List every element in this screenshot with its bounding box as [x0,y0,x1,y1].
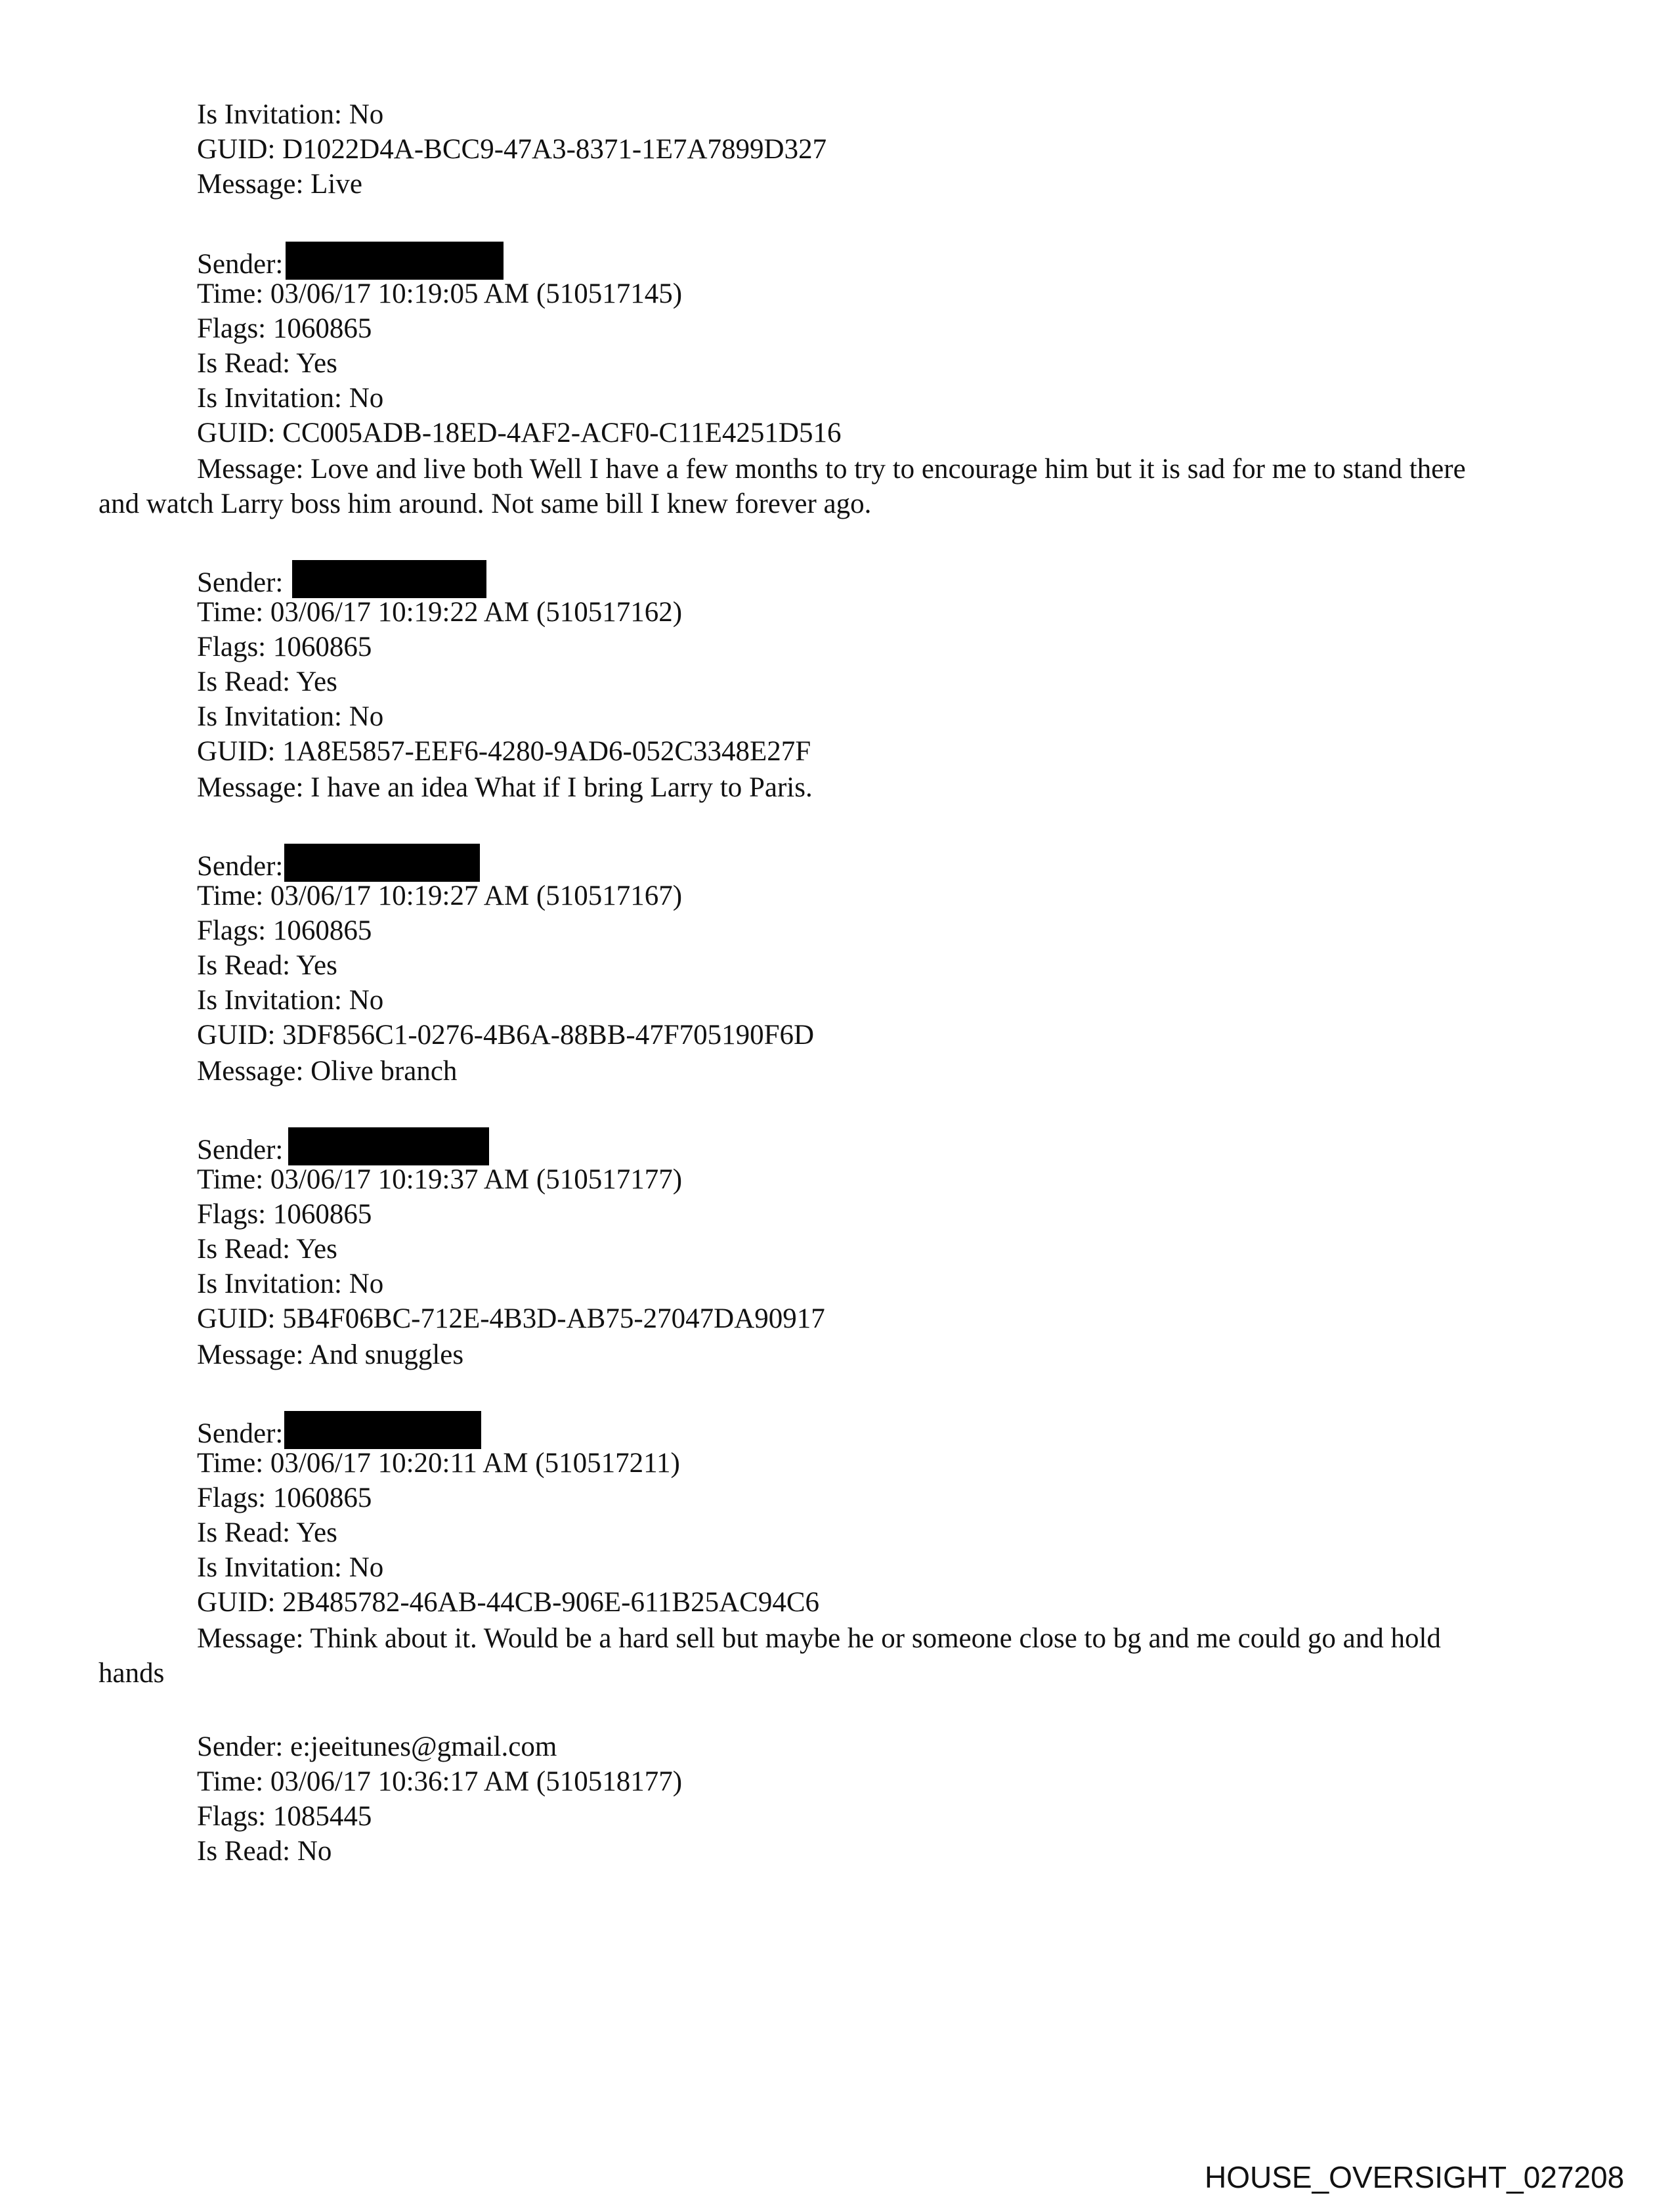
is-read-line: Is Read: Yes [197,950,337,981]
is-invitation-line: Is Invitation: No [197,701,384,732]
is-read-line: Is Read: Yes [197,1517,337,1548]
sender-label: Sender: [197,249,284,280]
redaction-block [284,1411,481,1449]
message-line: Message: Live [197,169,362,200]
message-line: Message: I have an idea What if I bring Larry to Paris. [197,772,813,803]
time-line: Time: 03/06/17 10:19:27 AM (510517167) [197,880,683,911]
message-line: Message: Think about it. Would be a hard sell but maybe he or someone close to bg and me could go and hold [197,1623,1441,1654]
is-read-line: Is Read: Yes [197,666,337,697]
flags-line: Flags: 1060865 [197,313,372,344]
time-line: Time: 03/06/17 10:19:37 AM (510517177) [197,1164,683,1195]
guid-line: GUID: 2B485782-46AB-44CB-906E-611B25AC94C6 [197,1587,819,1618]
is-invitation-line: Is Invitation: No [197,985,384,1016]
redaction-block [292,560,486,598]
bates-number: HOUSE_OVERSIGHT_027208 [1205,2160,1625,2194]
is-invitation-line: Is Invitation: No [197,383,384,414]
redaction-block [288,1127,489,1165]
flags-line: Flags: 1060865 [197,915,372,946]
time-line: Time: 03/06/17 10:20:11 AM (510517211) [197,1448,680,1479]
message-continuation: hands [98,1658,165,1689]
sender-label: Sender: [197,1135,284,1165]
flags-line: Flags: 1085445 [197,1801,372,1832]
message-continuation: and watch Larry boss him around. Not same bill I knew forever ago. [98,488,872,519]
is-read-line: Is Read: Yes [197,348,337,379]
time-line: Time: 03/06/17 10:19:22 AM (510517162) [197,597,683,628]
sender-label: Sender: [197,851,284,882]
flags-line: Flags: 1060865 [197,632,372,662]
guid-line: GUID: 1A8E5857-EEF6-4280-9AD6-052C3348E27F [197,736,811,767]
flags-line: Flags: 1060865 [197,1199,372,1230]
time-line: Time: 03/06/17 10:36:17 AM (510518177) [197,1766,683,1797]
is-invitation-line: Is Invitation: No [197,1552,384,1583]
flags-line: Flags: 1060865 [197,1483,372,1513]
message-line: Message: And snuggles [197,1339,464,1370]
guid-line: GUID: 5B4F06BC-712E-4B3D-AB75-27047DA90917 [197,1303,825,1334]
sender-label: Sender: [197,567,284,598]
guid-line: GUID: 3DF856C1-0276-4B6A-88BB-47F705190F6D [197,1020,815,1051]
guid-line: GUID: D1022D4A-BCC9-47A3-8371-1E7A7899D327 [197,134,827,165]
message-line: Message: Love and live both Well I have a few months to try to encourage him but it is sad for me to stand there [197,454,1466,485]
time-line: Time: 03/06/17 10:19:05 AM (510517145) [197,278,683,309]
redaction-block [286,242,504,280]
is-invitation-line: Is Invitation: No [197,1269,384,1299]
is-read-line: Is Read: Yes [197,1234,337,1265]
is-invitation-line: Is Invitation: No [197,99,384,130]
message-line: Message: Olive branch [197,1056,458,1087]
is-read-line: Is Read: No [197,1836,332,1867]
sender-line: Sender: e:jeeitunes@gmail.com [197,1731,557,1762]
redaction-block [284,844,480,882]
sender-label: Sender: [197,1418,284,1449]
guid-line: GUID: CC005ADB-18ED-4AF2-ACF0-C11E4251D516 [197,418,842,448]
